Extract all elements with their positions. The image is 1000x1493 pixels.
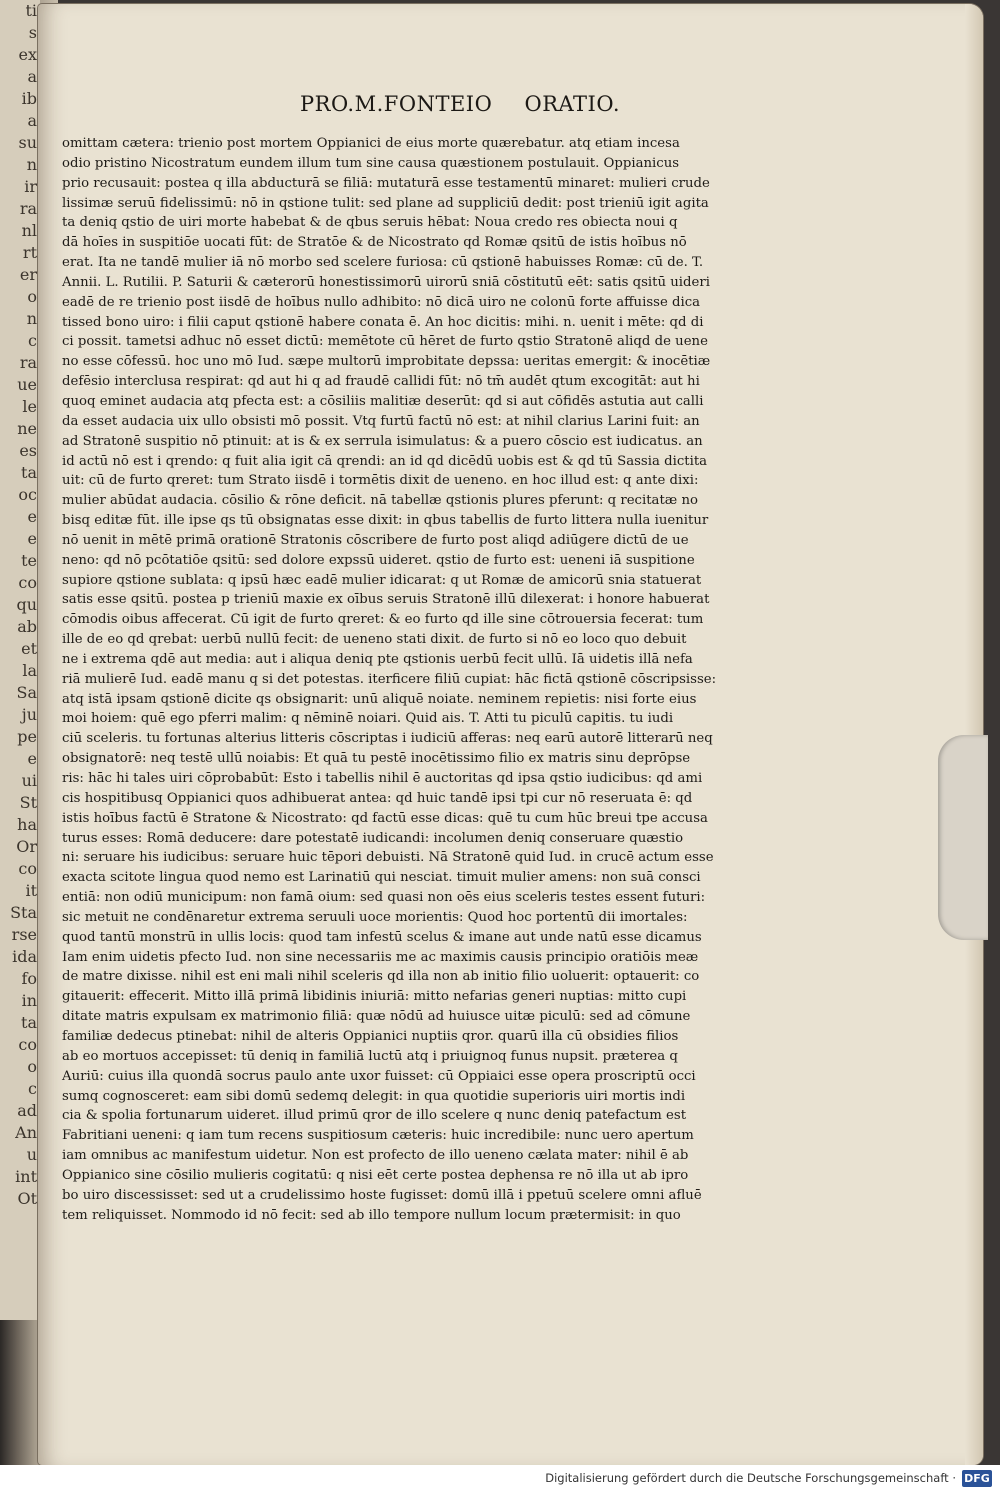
text-line: tem reliquisset. Nommodo id nō fecit: sed ab illo tempore nullum locum prætermisit: in quo [62,1207,681,1223]
prev-page-fragment: ti [25,1,37,20]
text-line: ris: hāc hi tales uiri cōprobabūt: Esto i tabellis nihil ē auctoritas qd ipsa qstio iudicibus: qd ami [62,771,703,786]
prev-page-fragment: ue [17,375,37,394]
text-line: no esse cōfessū. hoc uno mō Iud. sæpe multorū improbitate depssa: ueritas emergit: & inocētiæ [62,354,711,370]
prev-page-fragment: ad [17,1101,37,1120]
text-line: ab eo mortuos accepisset: tū deniq in familiā luctū atq i priuignoq funus nupsit. præterea q [62,1048,678,1064]
text-line: cis hospitibusq Oppianici quos adhibuerat antea: qd huic tandē ipsi tpi cur nō reseruata ē: qd [62,790,693,806]
text-line: supiore qstione sublata: q ipsū hæc eadē mulier idicarat: q ut Romæ de amicorū snia statuerat [62,572,702,588]
text-line: sic metuit ne condēnaretur extrema seruuli uoce morientis: Quod hoc portentū dii imortales: [62,909,688,925]
text-line: prio recusauit: postea q illa abducturā se filiā: mutaturā esse testamentū minaret: mulieri crude [62,175,710,191]
text-line: ad Stratonē suspitio nō ptinuit: at is & ex serrula isimulatus: & a puero cōscio est iudicatus. an [62,433,703,449]
text-line: ci possit. tametsi adhuc nō esset dictū: memētote cū hēret de furto qstio Stratonē aliqd de uene [62,334,708,350]
text-line: iam omnibus ac manifestum uidetur. Non est profecto de illo ueneno cælata mater: nihil ē ab [62,1148,689,1164]
text-line: da esset audacia uix ullo obsisti mō possit. Vtq furtū factū nō est: at nihil clarius Larini fuit: an [62,413,700,429]
prev-page-fragment: fo [21,969,37,988]
prev-page-fragment: ir [24,177,37,196]
running-head [300,92,620,116]
text-line: dā hoīes in suspitiōe uocati fūt: de Stratōe & de Nicostrato qd Romæ qsitū de istis hoībus nō [62,235,687,251]
prev-page-fragment: et [21,639,37,658]
prev-page-fragment: ra [19,199,37,218]
text-line: de matre dixisse. nihil est eni mali nihil sceleris qd illa non ab initio filio uoluerit: optauerit: co [62,969,700,985]
text-line: satis esse qsitū. postea p trieniū maxie ex oībus seruis Stratonē illū dilexerat: i honore habuerat [62,592,710,608]
prev-page-fragment: e [27,529,37,548]
prev-page-fragment: Or [16,837,37,856]
prev-page-fragment: o [27,1057,37,1076]
prev-page-fragment: c [28,1079,37,1098]
prev-page-fragment: An [15,1123,37,1142]
prev-page-fragment: ne [17,419,37,438]
text-line: erat. Ita ne tandē mulier iā nō morbo sed scelere furiosa: cū qstionē habuisses Romæ: cū de. T. [62,255,704,271]
text-line: ditate matris expulsam ex matrimonio filiā: quæ nōdū ad huiusce uitæ piculū: sed ad cōmune [62,1009,691,1025]
prev-page-fragment: pe [17,727,37,746]
prev-page-fragment: ex [18,45,37,64]
prev-page-fragment: e [27,749,37,768]
prev-page-fragment: a [27,67,37,86]
prev-page-fragment: c [28,331,37,350]
text-line: id actū nō est i qrendo: q fuit alia igit cā qrendi: an id qd dicēdū uobis est & qd tū Sassia dictita [62,453,708,469]
text-line: bo uiro discessisset: sed ut a crudelissimo hoste fugisset: domū illā i ppetuū scelere omni afluē [62,1187,702,1203]
text-line: sumq cognosceret: eam sibi domū sedemq delegit: in qua quotidie superioris uiri mortis indi [62,1088,686,1104]
prev-page-fragment: Ot [17,1189,37,1208]
text-line: Annii. L. Rutilii. P. Saturii & cæterorū honestissimorū uirorū sniā cōstitutū eēt: satis qsitū uideri [62,274,710,290]
text-line: entiā: non odiū municipum: non famā oium: sed quasi non oēs eius sceleris testes essent futuri: [62,890,706,906]
text-line: odio pristino Nicostratum eundem illum tum sine causa quæstionem postulauit. Oppianicus [62,155,680,171]
text-line: ille de eo qd qrebat: uerbū nullū fecit: de ueneno stati dixit. de furto si nō eo loco quo debuit [62,632,687,648]
running-head-right: ORATIO. [524,92,620,116]
prev-page-fragment: ha [17,815,37,834]
prev-page-fragment: ab [17,617,37,636]
footer-bar [0,1465,1000,1493]
text-line: ciū sceleris. tu fortunas alterius litteris cōscriptas i iudiciū afferas: neq earū autorē litterarū neq [62,731,713,747]
text-line: uit: cū de furto qreret: tum Strato iisdē i tormētis dixit de ueneno. en hoc illud est: q ante dixi: [62,473,699,489]
text-line: lissimæ seruū fidelissimū: nō in qstione tulit: sed plane ad suppliciū dedit: post trieniū igit agita [62,195,709,211]
text-line: ta deniq qstio de uiri morte habebat & de qbus seruis hēbat: Noua credo res obiecta noui q [62,215,678,231]
prev-page-fragment: Sta [10,903,37,922]
text-line: cia & spolia fortunarum uideret. illud primū qror de illo scelere q nunc deniq patefactum est [62,1108,687,1124]
previous-page-edge [0,0,40,1320]
text-line: cōmodis oibus affecerat. Cū igit de furto qreret: & eo furto qd ille sine cōtrouersia fecerat: tum [62,612,704,628]
text-line: ne i extrema qdē aut media: aut i aliqua deniq pte qstionis uerbū fecit ullū. Iā uidetis illā nefa [62,651,693,667]
prev-page-fragment: co [18,859,37,878]
prev-page-fragment: in [21,991,37,1010]
text-line: defēsio interclusa respirat: qd aut hi q ad fraudē callidi fūt: nō tm̄ audēt qtum excogitāt: aut hi [62,374,700,390]
prev-page-fragment: ta [21,463,37,482]
text-line: quoq eminet audacia atq pfecta est: a cōsiliis malitiæ deserūt: qd si aut cōfidēs astutia aut calli [62,393,704,409]
text-line: eadē de re trienio post iisdē de hoībus nullo adhibito: nō dicā uiro ne colonū forte affuisse dica [62,294,701,310]
prev-page-fragment: le [22,397,37,416]
prev-page-fragment: ra [19,353,37,372]
prev-page-fragment: co [18,1035,37,1054]
page-tab-marker [938,735,988,940]
prev-page-fragment: ui [21,771,37,790]
prev-page-fragment: te [21,551,37,570]
text-line: mulier abūdat audacia. cōsilio & rōne deficit. nā tabellæ qstionis plures pferunt: q recitatæ no [62,493,698,509]
text-line: quod tantū monstrū in ullis locis: quod tam infestū scelus & imane aut unde natū esse dicamus [62,929,702,945]
prev-page-fragment: la [22,661,37,680]
prev-page-fragment: oc [18,485,37,504]
prev-page-fragment: int [15,1167,37,1186]
text-line: gitauerit: effecerit. Mitto illā primā libidinis iniuriā: mitto nefarias generi nuptias: mitto cupi [62,989,687,1005]
prev-page-fragment: co [18,573,37,592]
prev-page-fragment: ib [21,89,37,108]
prev-page-fragment: o [27,287,37,306]
text-line: neno: qd nō pcōtatiōe qsitū: sed dolore expssū uideret. qstio de furto est: ueneni iā suspitione [62,552,695,568]
prev-page-fragment: nl [21,221,37,240]
text-line: omittam cætera: trienio post mortem Oppianici de eius morte quærebatur. atq etiam incesa [62,136,680,151]
prev-page-fragment: u [26,1145,37,1164]
prev-page-fragment: e [27,507,37,526]
prev-page-fragment: ida [12,947,37,966]
text-line: Oppianico sine cōsilio mulieris cogitatū: q nisi eēt certe postea dephensa re nō illa ut ab ipro [62,1167,689,1183]
text-line: bisq editæ fūt. ille ipse qs tū obsignatas esse dixit: in qbus tabellis de furto littera nulla iuenitur [62,513,709,529]
text-line: Fabritiani ueneni: q iam tum recens suspitiosum cæteris: huic incredibile: nunc uero apertum [62,1128,694,1144]
text-line: Iam enim uidetis pfecto Iud. non sine necessariis me ac maximis causis principio oratiōis meæ [62,949,699,965]
prev-page-fragment: s [28,23,37,42]
text-line: atq istā ipsam qstionē dicite qs obsignarit: unū aliquē noiate. neminem repietis: nisi forte eius [62,691,697,707]
prev-page-fragment: St [19,793,37,812]
text-line: obsignatorē: neq testē ullū noiabis: Et quā tu pestē inocētissimo filio ex matris sinu deprōpse [62,751,691,767]
prev-page-fragment: rse [11,925,37,944]
text-line: ni: seruare his iudicibus: seruare huic tēpori debuisti. Nā Stratonē quid Iud. in crucē actum esse [62,850,714,866]
prev-page-fragment: ta [21,1013,37,1032]
funding-credit: Digitalisierung gefördert durch die Deutsche Forschungsgemeinschaft · [545,1471,956,1485]
text-line: nō uenit in mētē primā orationē Stratonis cōscribere de furto post aliqd adiūgere dictū de ue [62,532,689,548]
text-line: turus esses: Romā deducere: dare potestatē iudicandi: incolumen deniq conseruare quæstio [62,830,684,846]
prev-page-fragment: n [26,309,37,328]
prev-page-fragment: it [25,881,37,900]
text-line: moi hoiem: quē ego pferri malim: q nēminē noiari. Quid ais. T. Atti tu piculū capitis. tu iudi [62,711,674,727]
prev-page-fragment: ju [21,705,37,724]
prev-page-fragment: es [19,441,37,460]
body-text [62,134,822,1225]
prev-page-fragment: rt [22,243,37,262]
dfg-logo[interactable]: DFG [962,1470,992,1487]
text-line: tissed bono uiro: i filii caput qstionē habere conata ē. An hoc dicitis: mihi. n. uenit i mēte: qd di [62,314,704,330]
prev-page-fragment: qu [16,595,37,614]
prev-page-fragment: er [19,265,37,284]
text-line: familiæ dedecus ptinebat: nihil de alteris Oppianici nuptiis qror. quarū illa cū obsidies filios [62,1028,679,1044]
text-line: exacta scitote lingua quod nemo est Larinatiū qui nesciat. timuit mulier amens: non suā consci [62,870,701,886]
prev-page-fragment: Sa [16,683,37,702]
prev-page-fragment: su [18,133,37,152]
prev-page-fragment: n [26,155,37,174]
prev-page-fragment: a [27,111,37,130]
text-line: istis hoībus factū ē Stratone & Nicostrato: qd factū esse dicas: quē tu cum hūc breui tpe accusa [62,810,708,826]
text-line: Auriū: cuius illa quondā socrus paulo ante uxor fuisset: cū Oppiaici esse opera proscriptū occi [62,1068,696,1084]
text-line: riā mulierē Iud. eadē manu q si det potestas. iterficere filiū cupiat: hāc fictā qstionē cōscripsisse: [62,671,717,687]
running-head-left: PRO.M.FONTEIO [300,92,493,116]
